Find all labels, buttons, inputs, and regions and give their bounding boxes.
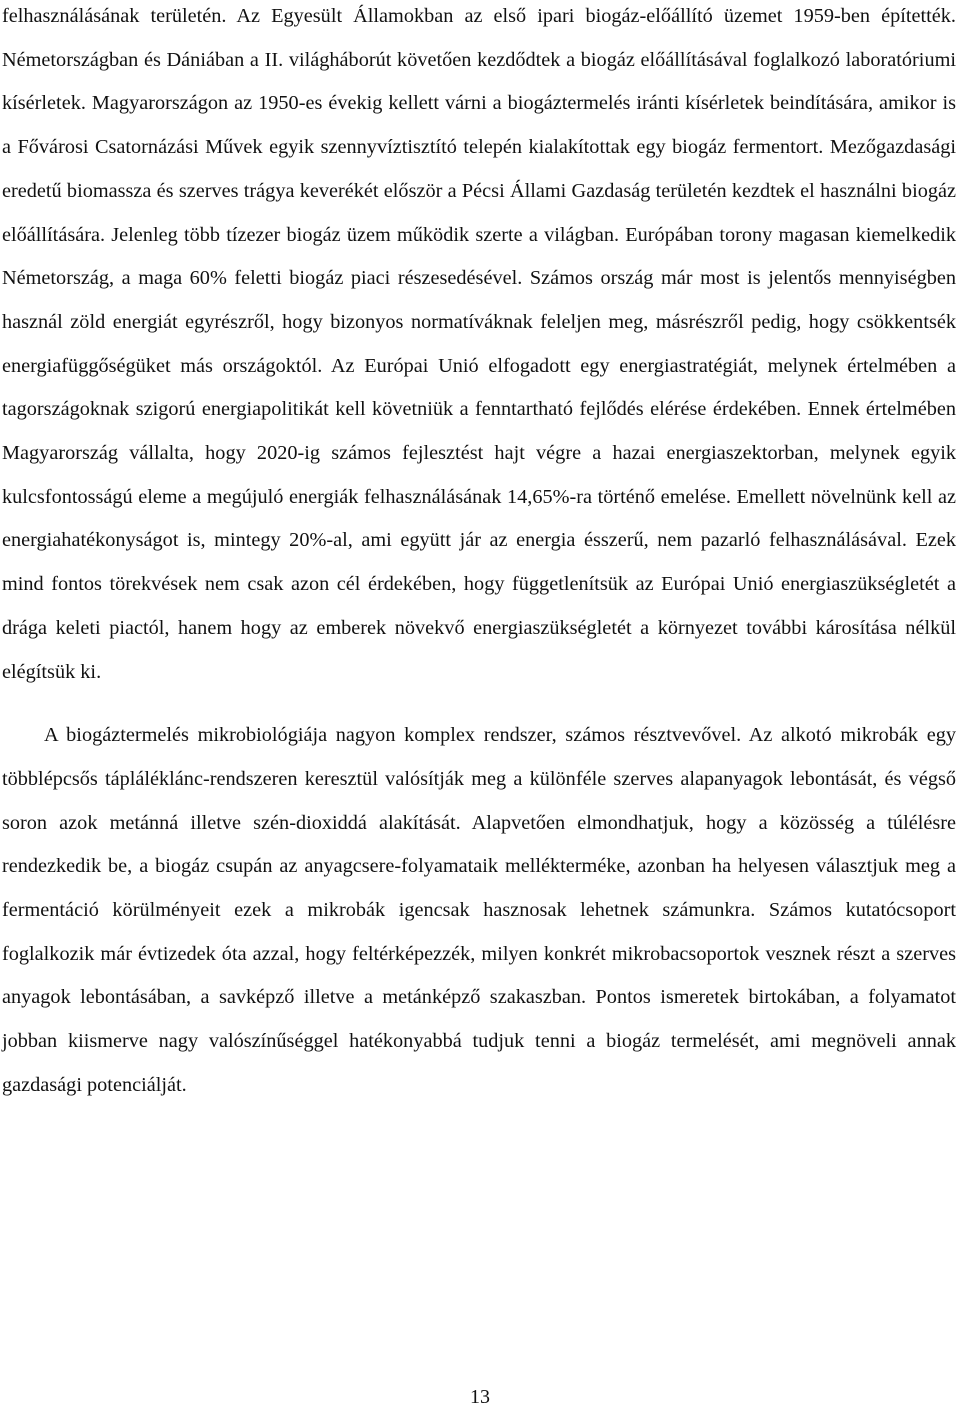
paragraph-biogas-microbiology: A biogáztermelés mikrobiológiája nagyon komplex rendszer, számos résztvevővel. Az alkotó mikrobák egy többlépcsős tápláléklánc-rendszeren keresztül valósítják meg a különféle szerves alapanyagok lebontását, és végső soron azok metánná illetve szén-dioxiddá alakítását. Alapvetően elmondhatjuk, hogy a közösség a túlélésre rendezkedik be, a biogáz csupán az anyagcsere-folyamataik mellékterméke, azonban ha helyesen választjuk meg a fermentáció körülményeit ezek a mikrobák igencsak hasznosak lehetnek számunkra. Számos kutatócsoport foglalkozik már évtizedek óta azzal, hogy feltérképezzék, milyen konkrét mikrobacsoportok vesznek részt a szerves anyagok lebontásában, a savképző illetve a metánképző szakaszban. Pontos ismeretek birtokában, a folyamatot jobban kiismerve nagy valószínűséggel hatékonyabbá tudjuk tenni a biogáz termelését, ami megnöveli annak gazdasági potenciálját. [2, 724, 956, 1096]
page-number: 13 [470, 1386, 490, 1408]
paragraph-biogas-history: felhasználásának területén. Az Egyesült Államokban az első ipari biogáz-előállító üzemet 1959-ben építették. Németországban és Dániában a II. világháborút követően kezdődtek a biogáz előállításával foglalkozó laboratóriumi kísérletek. Magyarországon az 1950-es évekig kellett várni a biogáztermelés iránti kísérletek beindítására, amikor is a Fővárosi Csatornázási Művek egyik szennyvíztisztító telepén kialakítottak egy biogáz fermentort. Mezőgazdasági eredetű biomassza és szerves trágya keverékét először a Pécsi Állami Gazdaság területén kezdtek el használni biogáz előállítására. Jelenleg több tízezer biogáz üzem működik szerte a világban. Európában torony magasan kiemelkedik Németország, a maga 60% feletti biogáz piaci részesedésével. Számos ország már most is jelentős mennyiségben használ zöld energiát egyrészről, hogy bizonyos normatíváknak feleljen meg, másrészről pedig, hogy csökkentsék energiafüggőségüket más országoktól. Az Európai Unió elfogadott egy energiastratégiát, melynek értelmében a tagországoknak szigorú energiapolitikát kell követniük a fenntartható fejlődés elérése érdekében. Ennek értelmében Magyarország vállalta, hogy 2020-ig számos fejlesztést hajt végre a hazai energiaszektorban, melynek egyik kulcsfontosságú eleme a megújuló energiák felhasználásának 14,65%-ra történő emelése. Emellett növelnünk kell az energiahatékonyságot is, mintegy 20%-al, ami együtt jár az energia ésszerű, nem pazarló felhasználásával. Ezek mind fontos törekvések nem csak azon cél érdekében, hogy függetlenítsük az Európai Unió energiaszükségletét a drága keleti piactól, hanem hogy az emberek növekvő energiaszükségletét a környezet további károsítása nélkül elégítsük ki. [2, 5, 956, 683]
body-text [2, 0, 956, 1108]
